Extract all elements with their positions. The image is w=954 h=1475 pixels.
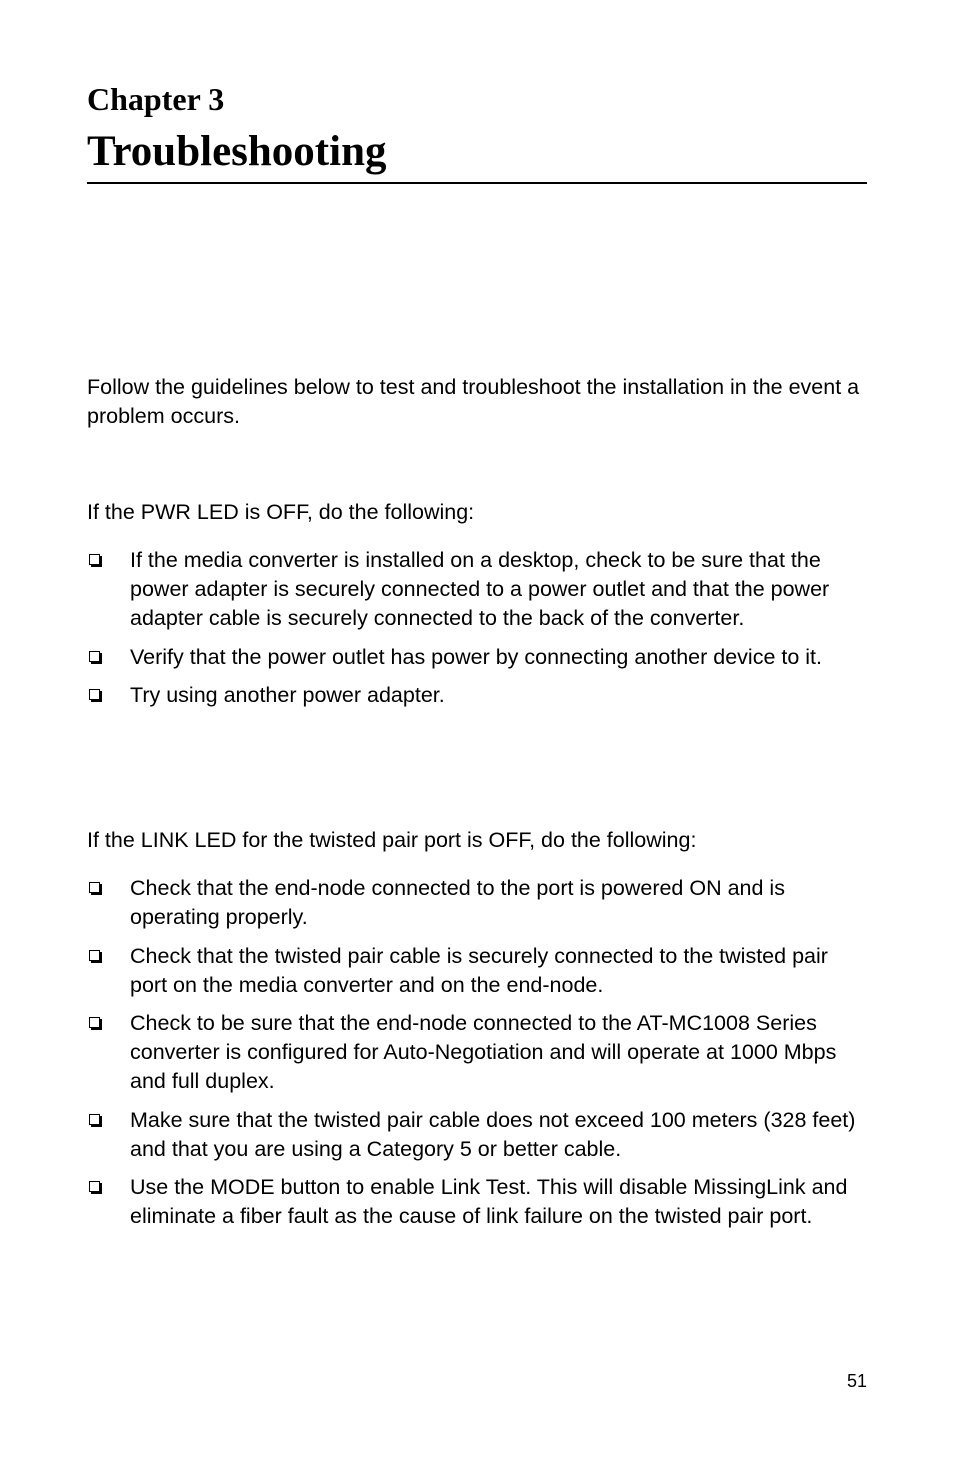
list-item	[87, 1106, 867, 1164]
checkbox-icon	[89, 689, 100, 700]
list-item	[87, 546, 867, 633]
list-item	[87, 1009, 867, 1096]
checkbox-icon	[89, 554, 100, 565]
list-item	[87, 1173, 867, 1231]
chapter-title: Troubleshooting	[87, 128, 387, 175]
list-item	[87, 874, 867, 932]
list-item	[87, 643, 867, 672]
list-item	[87, 942, 867, 1000]
page-number: 51	[846, 1371, 867, 1391]
checkbox-icon	[89, 1181, 100, 1192]
link-led-checklist	[87, 874, 867, 1241]
list-item-text: Check that the end-node connected to the port is powered ON and is operating properly.	[130, 876, 785, 929]
list-item	[87, 681, 867, 710]
title-rule	[87, 182, 867, 184]
list-item-text: Try using another power adapter.	[130, 683, 445, 707]
checkbox-icon	[89, 882, 100, 893]
list-item-text: If the media converter is installed on a desktop, check to be sure that the power adapter is securely connected to a power outlet and that the power adapter cable is securely connected to the back of the converter.	[130, 548, 830, 630]
pwr-led-checklist	[87, 546, 867, 720]
list-item-text: Check to be sure that the end-node connected to the AT-MC1008 Series converter is configured for Auto-Negotiation and will operate at 1000 Mbps and full duplex.	[130, 1011, 837, 1093]
checkbox-icon	[89, 950, 100, 961]
list-item-text: Verify that the power outlet has power by connecting another device to it.	[130, 644, 822, 669]
pwr-led-lead: If the PWR LED is OFF, do the following:	[87, 500, 475, 524]
link-led-lead: If the LINK LED for the twisted pair port is OFF, do the following:	[87, 828, 697, 852]
checkbox-icon	[89, 1114, 100, 1125]
checkbox-icon	[89, 651, 100, 662]
intro-paragraph: Follow the guidelines below to test and troubleshoot the installation in the event a problem occurs.	[87, 375, 860, 428]
checkbox-icon	[89, 1017, 100, 1028]
chapter-label: Chapter 3	[87, 81, 225, 117]
list-item-text: Make sure that the twisted pair cable does not exceed 100 meters (328 feet) and that you are using a Category 5 or better cable.	[130, 1107, 856, 1161]
list-item-text: Use the MODE button to enable Link Test. This will disable MissingLink and eliminate a fiber fault as the cause of link failure on the twisted pair port.	[130, 1175, 848, 1228]
list-item-text: Check that the twisted pair cable is securely connected to the twisted pair port on the media converter and on the end-node.	[130, 943, 828, 997]
